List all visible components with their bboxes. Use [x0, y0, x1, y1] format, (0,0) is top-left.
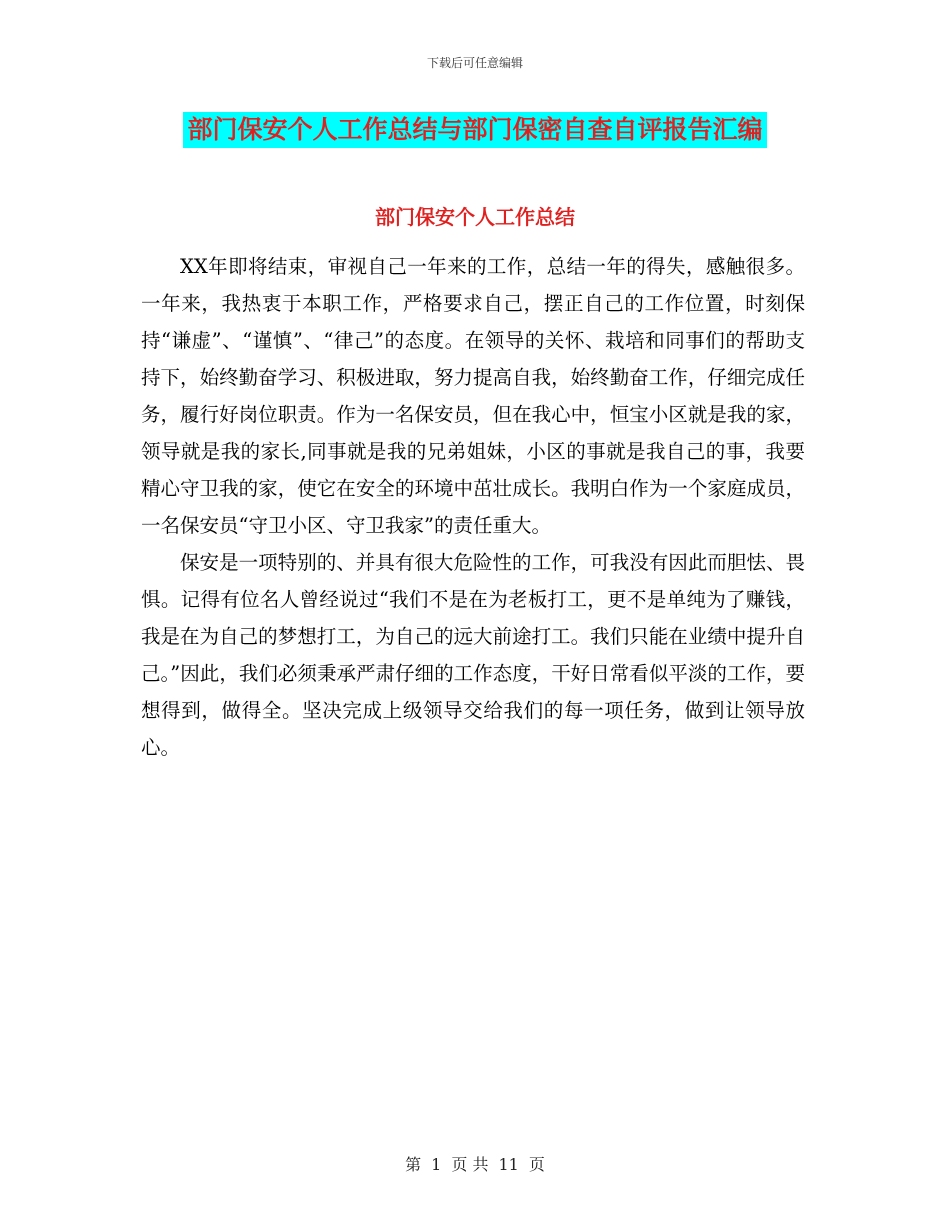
body-text	[141, 248, 805, 766]
main-title: 部门保安个人工作总结与部门保密自查自评报告汇编	[183, 112, 766, 148]
paragraph: 保安是一项特别的、并具有很大危险性的工作，可我没有因此而胆怯、畏惧。记得有位名人曾经说过“我们不是在为老板打工，更不是单纯为了赚钱，我是在为自己的梦想打工，为自己的远大前途打工。我们只能在业绩中提升自己。”因此，我们必须秉承严肃仔细的工作态度，干好日常看似平淡的工作，要想得到，做得全。坚决完成上级领导交给我们的每一项任务，做到让领导放心。	[141, 551, 805, 759]
footer-suffix: 页	[528, 1155, 545, 1174]
header-note: 下载后可任意编辑	[426, 56, 523, 70]
paragraph: XX年即将结束，审视自己一年来的工作，总结一年的得失，感触很多。 一年来，我热衷于本职工作，严格要求自己，摆正自己的工作位置，时刻保持“谦虚”、“谨慎”、“律己”的态度。在领导的关怀、栽培和同事们的帮助支持下，始终勤奋学习、积极进取，努力提高自我，始终勤奋工作，仔细完成任务，履行好岗位职责。作为一名保安员，但在我心中，恒宝小区就是我的家，领导就是我的家长,同事就是我的兄弟姐妹，小区的事就是我自己的事，我要精心守卫我的家，使它在安全的环境中茁壮成长。我明白作为一个家庭成员，一名保安员“守卫小区、守卫我家”的责任重大。	[141, 255, 805, 537]
footer-page-number: 1	[431, 1155, 442, 1174]
main-title-container	[0, 112, 950, 148]
footer-prefix: 第	[405, 1155, 422, 1174]
footer-total-pages: 11	[498, 1155, 519, 1174]
section-title: 部门保安个人工作总结	[375, 205, 575, 229]
page-footer	[0, 1152, 950, 1175]
footer-middle: 页 共	[451, 1155, 489, 1174]
